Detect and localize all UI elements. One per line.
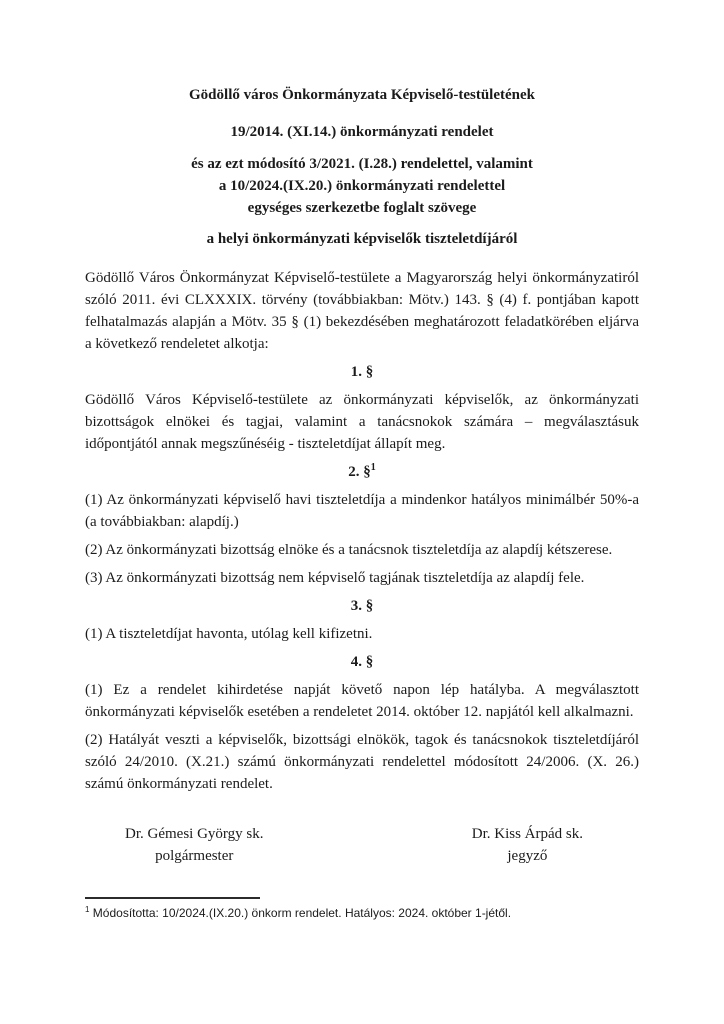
footnote-separator-rule xyxy=(85,897,260,899)
section-1-paragraph-1: Gödöllő Város Képviselő-testülete az önkormányzati képviselők, az önkormányzati bizottságok elnökei és tagjai, valamint a tanácsnokok számára – megválasztásuk időpontjától annak megszűnéséig - tiszteletdíjat állapít meg. xyxy=(85,392,639,452)
signature-block xyxy=(85,823,639,867)
section-2-heading-text: 2. § xyxy=(348,464,371,480)
title-decree-number: 19/2014. (XI.14.) önkormányzati rendelet xyxy=(230,124,494,140)
title-amendment-lines xyxy=(85,153,639,219)
section-2-paragraph-3: (3) Az önkormányzati bizottság nem képviselő tagjának tiszteletdíja az alapdíj fele. xyxy=(85,570,585,586)
signature-notary-role: jegyző xyxy=(507,848,548,864)
signature-notary xyxy=(472,823,583,867)
section-4-paragraph-1: (1) Ez a rendelet kihirdetése napját követő napon lép hatályba. A megválasztott önkormányzati képviselők esetében a rendeletet 2014. október 12. napjától kell alkalmazni. xyxy=(85,682,639,720)
footnote-marker: 1 xyxy=(85,905,90,914)
section-4-paragraph-2: (2) Hatályát veszti a képviselők, bizottsági elnökök, tagok és tanácsnokok tiszteletdíjáról szóló 24/2010. (X.21.) számú önkormányzati rendelettel módosított 24/2006. (X. 26.) számú önkormányzati rendelet. xyxy=(85,732,639,792)
footnote-body-text: Módosította: 10/2024.(IX.20.) önkorm rendelet. Hatályos: 2024. október 1-jétől. xyxy=(92,906,512,920)
title-subject-line: a helyi önkormányzati képviselők tiszteletdíjáról xyxy=(206,231,518,247)
footnote-text xyxy=(85,906,639,921)
title-amendment-line-1: és az ezt módosító 3/2021. (I.28.) rendelettel, valamint xyxy=(191,156,533,172)
section-2-heading xyxy=(85,461,639,483)
signature-mayor xyxy=(125,823,263,867)
document-title-block xyxy=(85,84,639,250)
section-1-heading: 1. § xyxy=(350,364,374,380)
section-3-paragraph-1: (1) A tiszteletdíjat havonta, utólag kell kifizetni. xyxy=(85,626,373,642)
footnote-reference-1: 1 xyxy=(370,462,376,473)
section-4-heading: 4. § xyxy=(350,654,374,670)
title-amendment-line-2: a 10/2024.(IX.20.) önkormányzati rendelettel xyxy=(218,178,506,194)
title-amendment-line-3: egységes szerkezetbe foglalt szövege xyxy=(247,200,477,216)
signature-mayor-name: Dr. Gémesi György sk. xyxy=(125,826,264,842)
signature-mayor-role: polgármester xyxy=(155,848,234,864)
title-issuer-line: Gödöllő város Önkormányzata Képviselő-testületének xyxy=(189,87,535,103)
section-2-paragraph-2: (2) Az önkormányzati bizottság elnöke és a tanácsnok tiszteletdíja az alapdíj kétszerese. xyxy=(85,542,613,558)
preamble-paragraph: Gödöllő Város Önkormányzat Képviselő-testülete a Magyarország helyi önkormányzatiról szóló 2011. évi CLXXXIX. törvény (továbbiakban: Mötv.) 143. § (4) f. pontjában kapott felhatalmazás alapján a Mötv. 35 § (1) bekezdésében meghatározott feladatkörében eljárva a következő rendeletet alkotja: xyxy=(85,270,639,352)
section-2-paragraph-1: (1) Az önkormányzati képviselő havi tiszteletdíja a mindenkor hatályos minimálbér 50%-a (a továbbiakban: alapdíj.) xyxy=(85,492,639,530)
signature-notary-name: Dr. Kiss Árpád sk. xyxy=(471,826,583,842)
footnote-area xyxy=(85,897,639,921)
section-3-heading: 3. § xyxy=(350,598,374,614)
